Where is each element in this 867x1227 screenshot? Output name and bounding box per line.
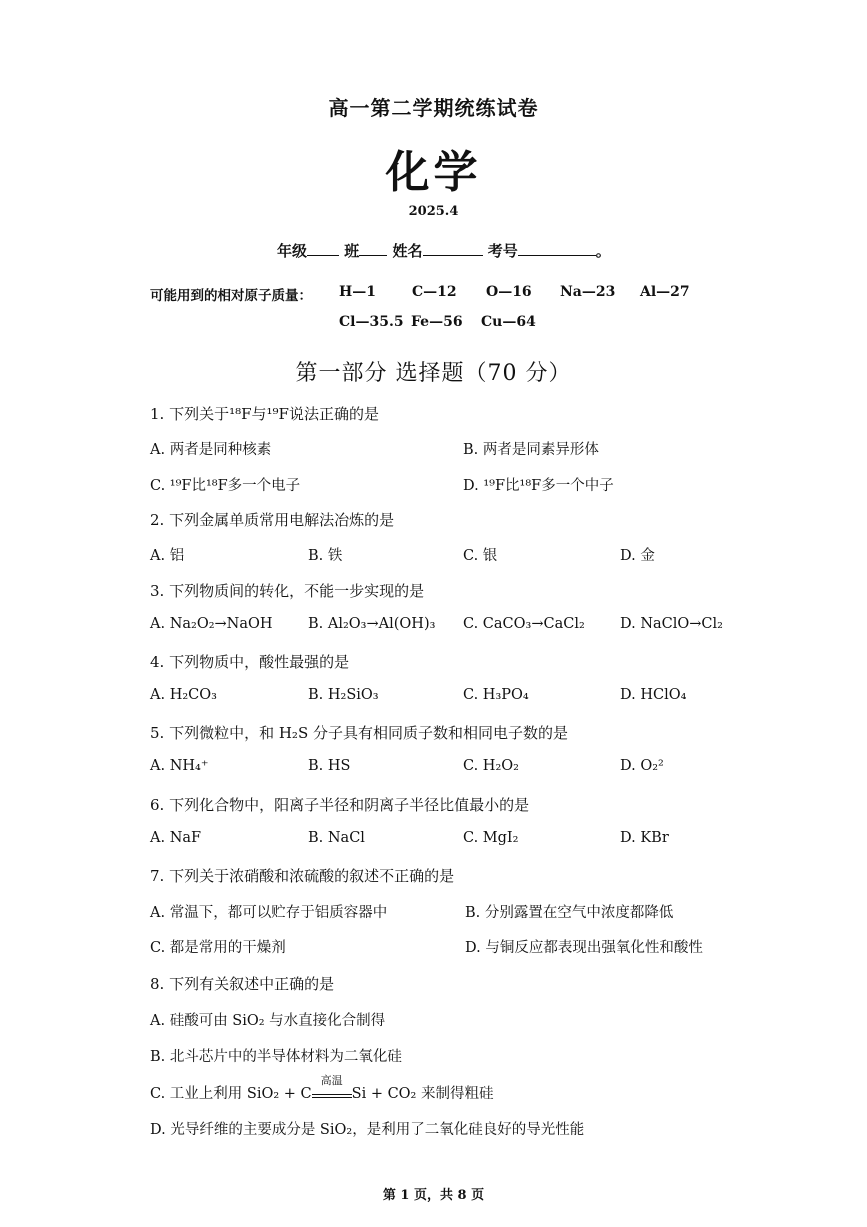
question-6-stem: 6. 下列化合物中，阳离子半径和阴离子半径比值最小的是 — [150, 796, 530, 814]
q2-option-c: C. 银 — [463, 548, 498, 564]
q5-option-b: B. HS — [308, 758, 351, 774]
class-label: 班 — [344, 242, 360, 260]
q8-option-c — [150, 1074, 494, 1103]
question-8-stem: 8. 下列有关叙述中正确的是 — [150, 975, 335, 993]
q6-option-a: A. NaF — [150, 830, 202, 846]
q4-option-d: D. HClO₄ — [620, 687, 687, 703]
name-blank[interactable] — [423, 241, 483, 256]
q6-option-d: D. KBr — [620, 830, 669, 846]
question-3-stem: 3. 下列物质间的转化，不能一步实现的是 — [150, 582, 425, 600]
exam-date: 2025.4 — [408, 204, 459, 219]
reaction-condition-label: 高温 — [320, 1074, 343, 1087]
end-mark: 。 — [595, 242, 611, 260]
q4-option-b: B. H₂SiO₃ — [308, 687, 379, 703]
q2-option-b: B. 铁 — [308, 548, 343, 564]
mass-fe: Fe—56 — [411, 314, 463, 330]
q7-option-b: B. 分别露置在空气中浓度都降低 — [465, 905, 674, 921]
mass-na: Na—23 — [560, 284, 616, 300]
q5-option-c: C. H₂O₂ — [463, 758, 519, 774]
q5-option-a: A. NH₄⁺ — [150, 758, 209, 774]
mass-c: C—12 — [412, 284, 457, 300]
q8-option-b: B. 北斗芯片中的半导体材料为二氧化硅 — [150, 1049, 402, 1065]
q4-option-c: C. H₃PO₄ — [463, 687, 529, 703]
q1-option-a: A. 两者是同种核素 — [150, 442, 272, 458]
q4-option-a: A. H₂CO₃ — [150, 687, 217, 703]
student-info-line — [277, 240, 611, 261]
q3-option-a: A. Na₂O₂→NaOH — [150, 616, 273, 632]
q1-option-c: C. ¹⁹F比¹⁸F多一个电子 — [150, 478, 301, 494]
q5-option-d: D. O₂² — [620, 758, 664, 774]
q2-option-d: D. 金 — [620, 548, 655, 564]
q8-option-d: D. 光导纤维的主要成分是 SiO₂，是利用了二氧化硅良好的导光性能 — [150, 1122, 585, 1138]
q6-option-b: B. NaCl — [308, 830, 365, 846]
q3-option-d: D. NaClO→Cl₂ — [620, 616, 723, 632]
mass-o: O—16 — [486, 284, 532, 300]
q3-option-b: B. Al₂O₃→Al(OH)₃ — [308, 616, 436, 632]
q7-option-d: D. 与铜反应都表现出强氧化性和酸性 — [465, 940, 703, 956]
page-footer: 第 1 页，共 8 页 — [382, 1188, 485, 1203]
mass-h: H—1 — [339, 284, 376, 300]
question-2-stem: 2. 下列金属单质常用电解法冶炼的是 — [150, 511, 395, 529]
section-title: 第一部分 选择题（70 分） — [295, 361, 572, 386]
grade-blank[interactable] — [307, 241, 339, 256]
q7-option-c: C. 都是常用的干燥剂 — [150, 940, 286, 956]
question-1-stem: 1. 下列关于¹⁸F与¹⁹F说法正确的是 — [150, 405, 379, 423]
question-4-stem: 4. 下列物质中，酸性最强的是 — [150, 653, 350, 671]
q6-option-c: C. MgI₂ — [463, 830, 519, 846]
q7-option-a: A. 常温下，都可以贮存于铝质容器中 — [150, 905, 388, 921]
reaction-condition-equals — [312, 1074, 352, 1098]
q1-option-d: D. ¹⁹F比¹⁸F多一个中子 — [463, 478, 614, 494]
q8-option-a: A. 硅酸可由 SiO₂ 与水直接化合制得 — [150, 1013, 386, 1029]
mass-cl: Cl—35.5 — [339, 314, 404, 330]
q2-option-a: A. 铝 — [150, 548, 185, 564]
question-7-stem: 7. 下列关于浓硝酸和浓硫酸的叙述不正确的是 — [150, 867, 455, 885]
atomic-mass-label: 可能用到的相对原子质量： — [150, 288, 312, 304]
question-5-stem: 5. 下列微粒中，和 H₂S 分子具有相同质子数和相同电子数的是 — [150, 724, 568, 742]
class-blank[interactable] — [359, 241, 387, 256]
q8-option-c-right: Si + CO₂ 来制得粗硅 — [351, 1086, 494, 1102]
mass-al: Al—27 — [640, 284, 690, 300]
q1-option-b: B. 两者是同素异形体 — [463, 442, 599, 458]
q8-option-c-left: C. 工业上利用 SiO₂ + C — [150, 1086, 312, 1102]
id-blank[interactable] — [518, 241, 596, 256]
q3-option-c: C. CaCO₃→CaCl₂ — [463, 616, 585, 632]
grade-label: 年级 — [277, 242, 308, 260]
subject-title: 化学 — [385, 147, 482, 198]
exam-title: 高一第二学期统练试卷 — [328, 96, 539, 120]
name-label: 姓名 — [392, 242, 423, 260]
id-label: 考号 — [487, 242, 518, 260]
mass-cu: Cu—64 — [481, 314, 536, 330]
